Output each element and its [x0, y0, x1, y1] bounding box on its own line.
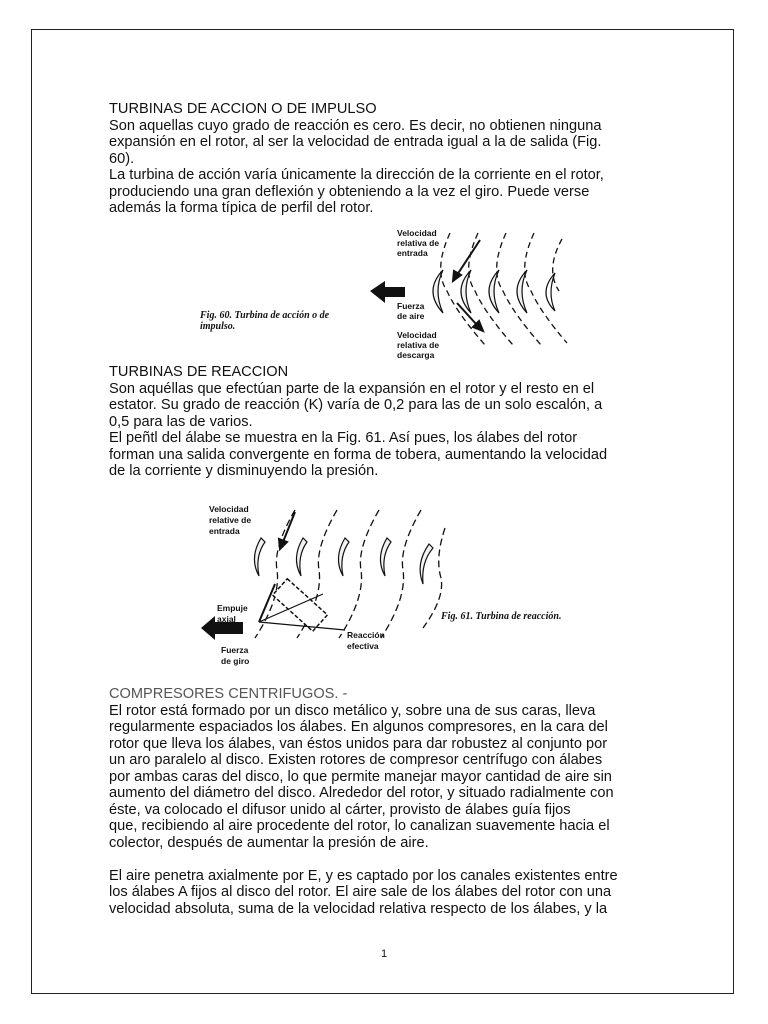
label-turning-force: Fuerza [221, 645, 249, 655]
paragraph-line: velocidad absoluta, suma de la velocidad relativa respecto de los álabes, y la [109, 900, 608, 917]
label-turning-force: de giro [221, 656, 250, 666]
section-impulse-turbines [109, 101, 649, 217]
label-inlet-velocity: entrada [209, 526, 240, 536]
paragraph-line: El rotor está formado por un disco metálico y, sobre una de sus caras, lleva [109, 702, 596, 719]
airflow-lines [255, 510, 445, 638]
figure-60-caption: Fig. 60. Turbina de acción o de [200, 310, 330, 321]
label-inlet-velocity: relative de [209, 515, 252, 525]
air-force-arrow-icon [370, 281, 405, 303]
paragraph-line: produciendo una gran deflexión y obteniendo a la vez el giro. Puede verse [109, 183, 590, 200]
heading-centrifugal-compressors: COMPRESORES CENTRIFUGOS. - [109, 686, 348, 702]
paragraph-line: colector, después de aumentar la presión de aire. [109, 834, 429, 851]
label-axial-thrust: Empuje [217, 603, 248, 613]
paragraph-line: regularmente espaciados los álabes. En algunos compresores, en la cara del [109, 719, 608, 735]
paragraph-line: además la forma típica de perfil del rotor. [109, 200, 374, 216]
label-effective-reaction: Reacción [347, 630, 385, 640]
rotor-blades [433, 270, 555, 313]
paragraph-line: un aro paralelo al disco. Existen rotores de compresor centrífugo con álabes [109, 752, 603, 768]
label-inlet-velocity: entrada [397, 248, 428, 258]
figure-61-reaction-turbine [195, 498, 595, 673]
section-centrifugal-compressors [109, 686, 649, 917]
paragraph-spacer [109, 851, 649, 868]
label-inlet-velocity: Velocidad [209, 504, 249, 514]
paragraph-line: de la corriente y disminuyendo la presión. [109, 463, 379, 479]
heading-reaction-turbines: TURBINAS DE REACCION [109, 364, 289, 380]
paragraph-line: que, recibiendo al aire procedente del rotor, lo canalizan suavemente hacia el [109, 818, 610, 834]
label-effective-reaction: efectiva [347, 641, 379, 651]
paragraph-line: forman una salida convergente en forma de tobera, aumentando la velocidad [109, 446, 608, 463]
figure-60-caption: impulso. [200, 321, 236, 332]
label-air-force: Fuerza [397, 301, 425, 311]
section-reaction-turbines [109, 364, 649, 480]
paragraph-line: los álabes A fijos al disco del rotor. El aire sale de los álabes del rotor con una [109, 884, 612, 900]
paragraph-line: Son aquellas cuyo grado de reacción es cero. Es decir, no obtienen ninguna [109, 117, 602, 134]
label-axial-thrust: axial [217, 614, 236, 624]
paragraph-line: estator. Su grado de reacción (K) varía de 0,2 para las de un solo escalón, a [109, 397, 603, 413]
paragraph-line: aumento del diámetro del disco. Alrededor del rotor, y situado radialmente con [109, 785, 614, 801]
paragraph-line: expansión en el rotor, al ser la velocidad de entrada igual a la de salida (Fig. [109, 134, 602, 150]
paragraph-line: El peñtl del álabe se muestra en la Fig. 61. Así pues, los álabes del rotor [109, 430, 578, 446]
label-discharge-velocity: relativa de [397, 340, 440, 350]
figure-61-caption: Fig. 61. Turbina de reacción. [441, 611, 562, 622]
page-number: 1 [380, 948, 388, 960]
label-inlet-velocity: relativa de [397, 238, 440, 248]
label-discharge-velocity: descarga [397, 350, 435, 360]
paragraph-line: 60). [109, 150, 135, 167]
paragraph-line: Son aquéllas que efectúan parte de la expansión en el rotor y el resto en el [109, 380, 595, 397]
paragraph-line: por ambas caras del disco, lo que permite manejar mayor cantidad de aire sin [109, 768, 612, 785]
figure-60-impulse-turbine [195, 225, 575, 360]
paragraph-line: El aire penetra axialmente por E, y es captado por los canales existentes entre [109, 867, 618, 884]
paragraph-line: rotor que lleva los álabes, van éstos unidos para dar robustez al conjunto por [109, 735, 608, 752]
label-air-force: de aire [397, 311, 425, 321]
paragraph-line: La turbina de acción varía únicamente la dirección de la corriente en el rotor, [109, 167, 604, 183]
paragraph-line: éste, va colocado el difusor unido al cárter, provisto de álabes guía fijos [109, 801, 571, 818]
heading-impulse-turbines: TURBINAS DE ACCION O DE IMPULSO [109, 101, 377, 117]
velocity-arrow-icon [453, 240, 483, 331]
label-discharge-velocity: Velocidad [397, 330, 437, 340]
label-inlet-velocity: Velocidad [397, 228, 437, 238]
paragraph-line: 0,5 para las de varios. [109, 413, 253, 430]
